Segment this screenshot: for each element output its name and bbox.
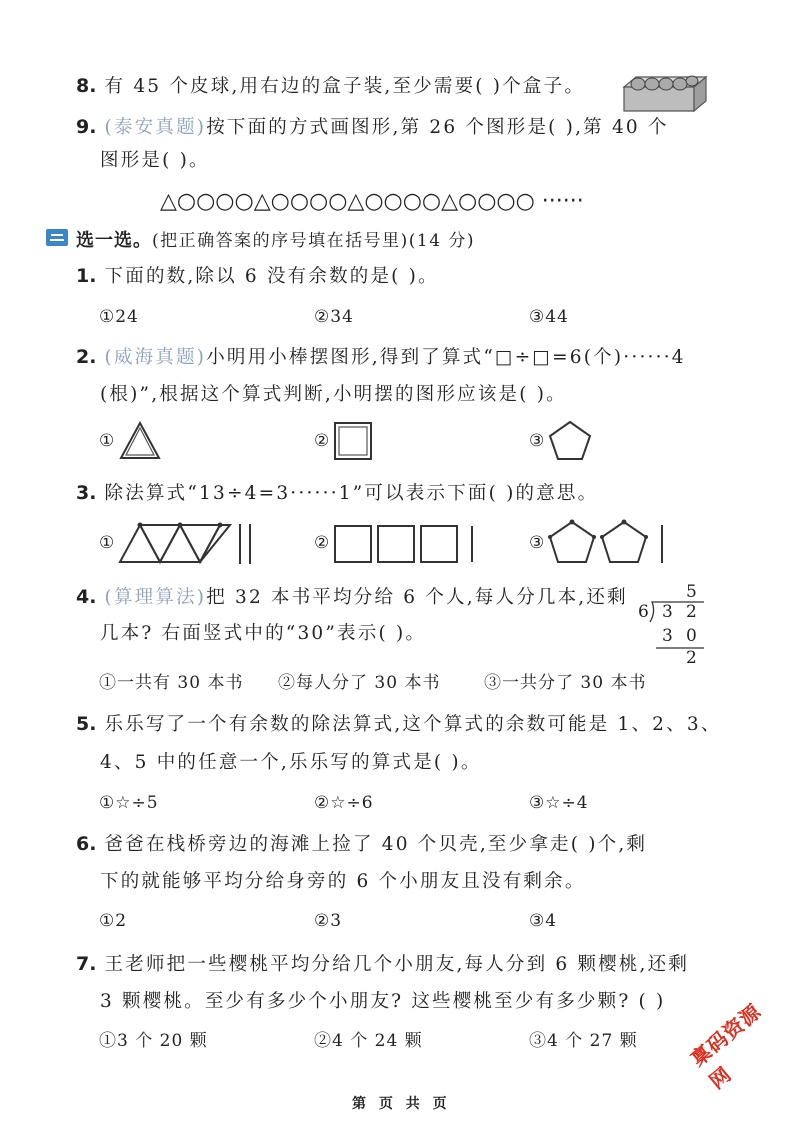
divisor: 6 <box>638 602 649 622</box>
question-number: 7. <box>76 953 97 975</box>
option-1: ①3 个 20 颗 <box>99 1031 208 1051</box>
question-text: 把 32 本书平均分给 6 个人,每人分几本,还剩 <box>206 587 628 608</box>
source-tag: (威海真题) <box>104 347 207 368</box>
long-division-bracket <box>636 582 706 674</box>
option-1: ① <box>99 431 116 451</box>
question-text: 有 45 个皮球,用右边的盒子装,至少需要( )个盒子。 <box>104 76 586 97</box>
option-1: ① <box>99 533 116 553</box>
option-1: ①24 <box>99 307 139 327</box>
question-number: 6. <box>76 833 97 855</box>
question-number: 1. <box>76 265 97 287</box>
question-number: 3. <box>76 482 97 504</box>
option-2: ② <box>314 533 331 553</box>
question-6-line2: 下的就能够平均分给身旁的 6 个小朋友且没有剩余。 <box>100 871 586 892</box>
dividend-tens: 3 <box>662 602 673 622</box>
question-text: 爸爸在栈桥旁边的海滩上捡了 40 个贝壳,至少拿走( )个,剩 <box>104 834 648 855</box>
source-tag: (泰安真题) <box>104 117 207 138</box>
section-two-heading <box>76 226 475 252</box>
question-1 <box>76 264 439 289</box>
question-number: 4. <box>76 586 97 608</box>
option-2: ②4 个 24 颗 <box>314 1031 423 1051</box>
option-2: ② <box>314 431 331 451</box>
option-2: ②☆÷6 <box>314 793 374 813</box>
option-1: ①一共有 30 本书 <box>99 673 244 693</box>
option-3: ③☆÷4 <box>529 793 589 813</box>
question-8 <box>76 74 585 99</box>
question-4 <box>76 585 628 610</box>
ball-box-icon <box>622 73 708 113</box>
question-5-line2: 4、5 中的任意一个,乐乐写的算式是( )。 <box>100 752 482 773</box>
watermark: 稟码资源网 <box>685 998 766 1094</box>
triangle-sticks-icon <box>118 420 162 462</box>
option-3: ③ <box>529 431 546 451</box>
pentagons-and-sticks-icon <box>548 519 672 565</box>
source-tag: (算理算法) <box>104 587 207 608</box>
pentagon-sticks-icon <box>548 420 592 462</box>
product-tens: 3 <box>662 626 673 646</box>
question-number: 8. <box>76 75 97 97</box>
question-7-line2: 3 颗樱桃。至少有多少个小朋友? 这些樱桃至少有多少颗? ( ) <box>100 991 666 1012</box>
question-text: 王老师把一些樱桃平均分给几个小朋友,每人分到 6 颗樱桃,还剩 <box>104 954 690 975</box>
question-number: 2. <box>76 346 97 368</box>
option-3: ③4 <box>529 911 558 931</box>
section-subtitle: (把正确答案的序号填在括号里)(14 分) <box>152 231 476 251</box>
option-1: ①☆÷5 <box>99 793 159 813</box>
shape-pattern: △○○○○△○○○○△○○○○△○○○○ ······ <box>160 189 584 214</box>
question-5 <box>76 712 722 737</box>
product-ones: 0 <box>686 626 697 646</box>
question-6 <box>76 832 647 857</box>
remainder: 2 <box>686 648 697 668</box>
question-4-line2: 几本? 右面竖式中的“30”表示( )。 <box>100 623 427 644</box>
question-9-line2: 图形是( )。 <box>100 150 210 171</box>
section-title: 选一选。 <box>76 230 152 251</box>
dividend-ones: 2 <box>686 602 697 622</box>
question-text: 除法算式“13÷4=3······1”可以表示下面( )的意思。 <box>104 483 599 504</box>
question-9 <box>76 115 669 140</box>
option-2: ②3 <box>314 911 343 931</box>
question-text: 按下面的方式画图形,第 26 个图形是( ),第 40 个 <box>206 117 669 138</box>
option-3: ③4 个 27 颗 <box>529 1031 638 1051</box>
question-number: 5. <box>76 713 97 735</box>
question-text: 乐乐写了一个有余数的除法算式,这个算式的余数可能是 1、2、3、 <box>104 714 722 735</box>
quotient: 5 <box>686 582 697 602</box>
squares-and-sticks-icon <box>333 522 479 564</box>
question-2 <box>76 345 686 370</box>
option-2: ②34 <box>314 307 354 327</box>
section-two-badge-icon <box>46 229 68 246</box>
square-sticks-icon <box>333 421 373 461</box>
question-7 <box>76 952 689 977</box>
option-2: ②每人分了 30 本书 <box>278 673 441 693</box>
question-3 <box>76 481 598 506</box>
option-3: ③一共分了 30 本书 <box>484 673 647 693</box>
question-2-line2: (根)”,根据这个算式判断,小明摆的图形应该是( )。 <box>100 384 567 405</box>
question-text: 下面的数,除以 6 没有余数的是( )。 <box>104 266 439 287</box>
option-3: ③44 <box>529 307 569 327</box>
triangles-and-sticks-icon <box>118 520 258 566</box>
option-3: ③ <box>529 533 546 553</box>
question-number: 9. <box>76 116 97 138</box>
page-footer: 第 页 共 页 <box>352 1096 451 1112</box>
question-text: 小明用小棒摆图形,得到了算式“□÷□=6(个)······4 <box>206 347 686 368</box>
option-1: ①2 <box>99 911 128 931</box>
